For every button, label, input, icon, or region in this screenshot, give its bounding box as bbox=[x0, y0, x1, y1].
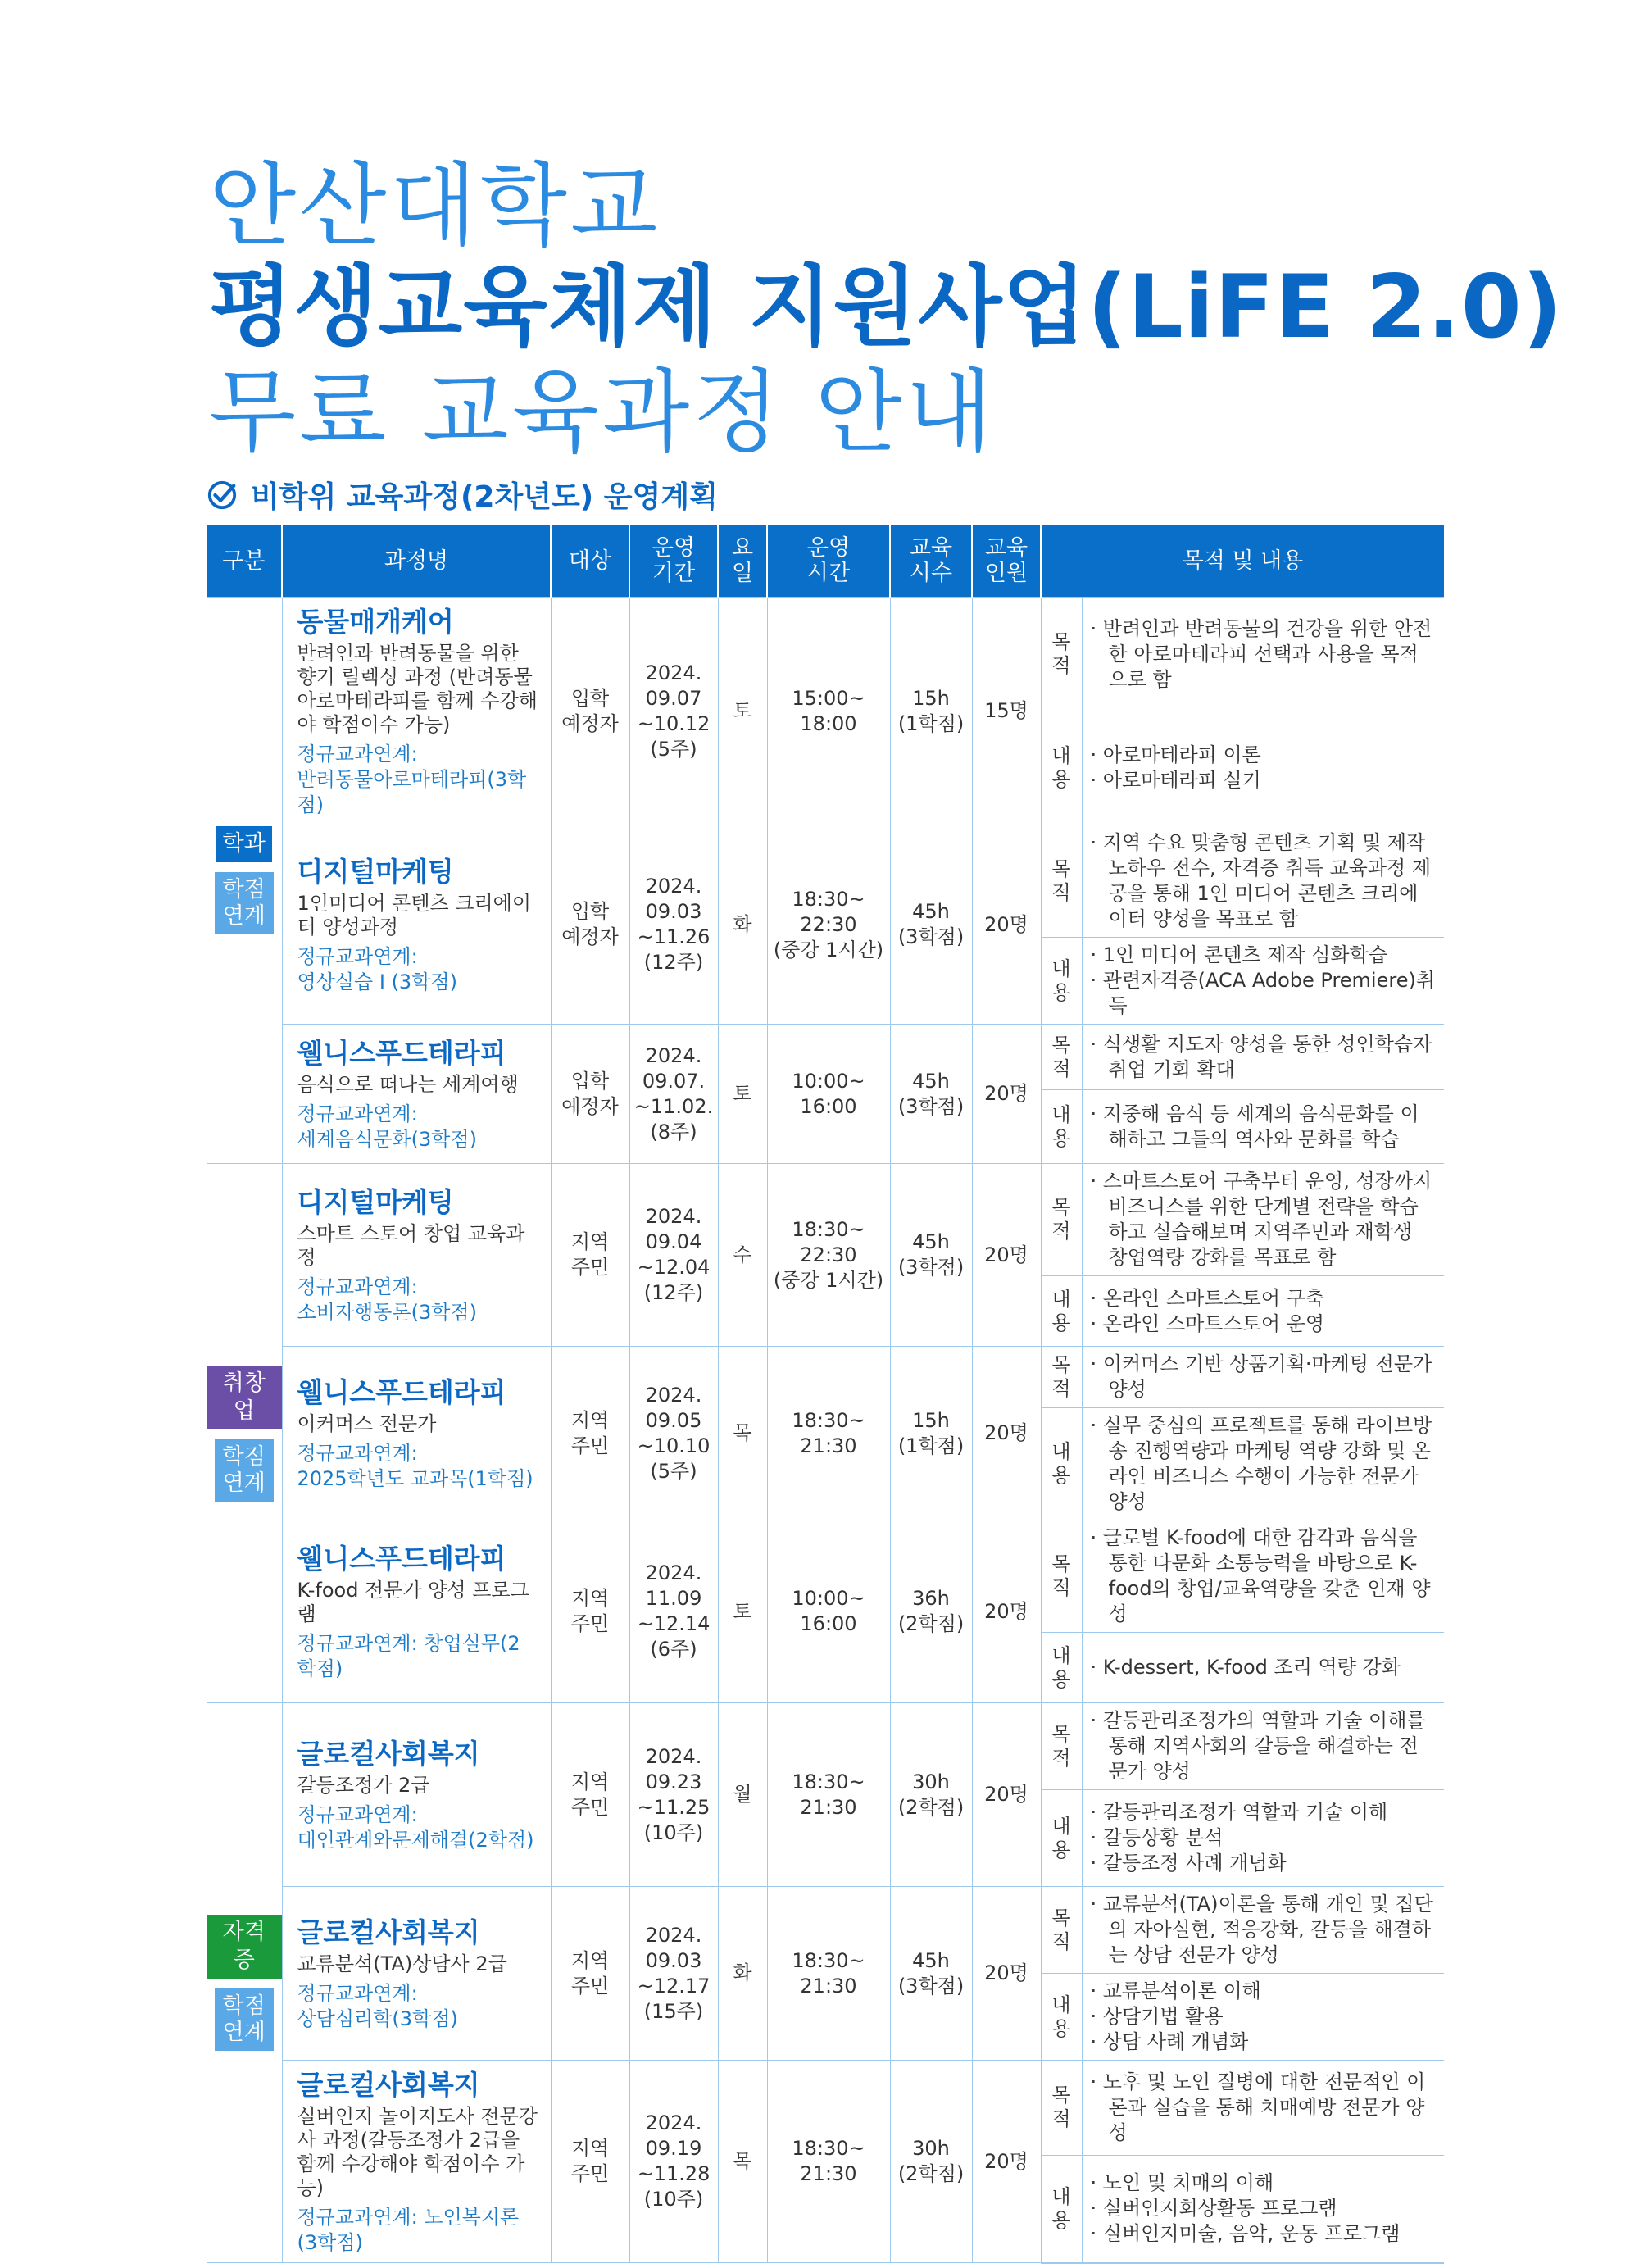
course-description: 1인미디어 콘텐츠 크리에이터 양성과정 bbox=[297, 892, 532, 939]
category-badge: 취창업 bbox=[207, 1366, 282, 1429]
table-row bbox=[207, 1347, 1444, 1408]
course-name: 글로컬사회복지 bbox=[297, 2069, 480, 2101]
purpose-text bbox=[1082, 1025, 1444, 1090]
title-line-3: 무료 교육과정 안내 bbox=[209, 360, 997, 465]
course-name: 웰니스푸드테라피 bbox=[297, 1376, 506, 1408]
purpose-item: · 교류분석(TA)이론을 통해 개인 및 집단의 자아실현, 적응강화, 갈등을 해결하는 상담 전문가 양성 bbox=[1091, 1892, 1437, 1968]
curriculum-link: 정규교과연계: 세계음식문화(3학점) bbox=[297, 1102, 477, 1151]
course-cell bbox=[282, 1520, 551, 1703]
category-badge: 학과 bbox=[216, 826, 272, 862]
check-circle-icon bbox=[207, 480, 238, 511]
people-cell: 15명 bbox=[972, 598, 1041, 825]
content-item: · 노인 및 치매의 이해 bbox=[1091, 2170, 1437, 2196]
day-cell: 목 bbox=[718, 1347, 767, 1520]
course-cell bbox=[282, 1164, 551, 1347]
course-cell bbox=[282, 1025, 551, 1164]
time-cell: 18:30~ 22:30 (중강 1시간) bbox=[767, 1164, 890, 1347]
day-cell: 토 bbox=[718, 1520, 767, 1703]
content-item: · 갈등상황 분석 bbox=[1091, 1825, 1437, 1851]
table-header bbox=[207, 525, 1444, 598]
purpose-item: · 지역 수요 맞춤형 콘텐츠 기획 및 제작 노하우 전수, 자격증 취득 교육과정 제공을 통해 1인 미디어 콘텐츠 크리에이터 양성을 목표로 함 bbox=[1091, 830, 1437, 932]
course-description: 반려인과 반려동물을 위한 향기 릴렉싱 과정 (반려동물아로마테라피를 함께 수강해야 학점이수 가능) bbox=[297, 642, 538, 736]
content-item: · 아로마테라피 이론 bbox=[1091, 743, 1437, 768]
target-cell: 지역 주민 bbox=[551, 1703, 629, 1887]
course-description: 교류분석(TA)상담사 2급 bbox=[297, 1952, 507, 1975]
category-cell bbox=[207, 598, 282, 1164]
content-item: · 1인 미디어 콘텐츠 제작 심화학습 bbox=[1091, 943, 1437, 968]
time-cell: 10:00~ 16:00 bbox=[767, 1520, 890, 1703]
curriculum-link: 정규교과연계: 창업실무(2학점) bbox=[297, 1632, 520, 1680]
purpose-label: 목 적 bbox=[1041, 1164, 1082, 1276]
curriculum-link: 정규교과연계: 소비자행동론(3학점) bbox=[297, 1275, 477, 1324]
curriculum-link: 정규교과연계: 영상실습 Ⅰ (3학점) bbox=[297, 945, 457, 993]
hours-cell: 45h (3학점) bbox=[890, 1025, 972, 1164]
time-cell: 18:30~ 21:30 bbox=[767, 1703, 890, 1887]
period-cell: 2024. 09.04 ~12.04 (12주) bbox=[629, 1164, 718, 1347]
content-label: 내 용 bbox=[1041, 938, 1082, 1025]
content-text bbox=[1082, 2155, 1444, 2262]
course-name: 글로컬사회복지 bbox=[297, 1916, 480, 1948]
day-cell: 화 bbox=[718, 1887, 767, 2061]
header-purpose: 목적 및 내용 bbox=[1041, 525, 1444, 598]
curriculum-link: 정규교과연계: 노인복지론(3학점) bbox=[297, 2206, 520, 2254]
table-row bbox=[207, 1164, 1444, 1276]
target-cell: 지역 주민 bbox=[551, 1347, 629, 1520]
course-name: 웰니스푸드테라피 bbox=[297, 1543, 506, 1575]
purpose-label: 목 적 bbox=[1041, 2061, 1082, 2156]
course-description: 이커머스 전문가 bbox=[297, 1412, 437, 1435]
content-item: · 실버인지회상활동 프로그램 bbox=[1091, 2196, 1437, 2221]
course-cell bbox=[282, 1703, 551, 1887]
content-label: 내 용 bbox=[1041, 711, 1082, 825]
course-name: 디지털마케팅 bbox=[297, 856, 454, 888]
content-item: · 온라인 스마트스토어 구축 bbox=[1091, 1286, 1437, 1311]
time-cell: 10:00~ 16:00 bbox=[767, 1025, 890, 1164]
period-cell: 2024. 09.07 ~10.12 (5주) bbox=[629, 598, 718, 825]
target-cell: 입학 예정자 bbox=[551, 825, 629, 1025]
content-label: 내 용 bbox=[1041, 2155, 1082, 2262]
period-cell: 2024. 11.09 ~12.14 (6주) bbox=[629, 1520, 718, 1703]
content-label: 내 용 bbox=[1041, 1276, 1082, 1347]
course-cell bbox=[282, 1347, 551, 1520]
time-cell: 18:30~ 21:30 bbox=[767, 2061, 890, 2263]
course-name: 글로컬사회복지 bbox=[297, 1738, 480, 1770]
course-description: 음식으로 떠나는 세계여행 bbox=[297, 1073, 519, 1096]
header-time: 운영 시간 bbox=[767, 525, 890, 598]
course-name: 웰니스푸드테라피 bbox=[297, 1037, 506, 1069]
content-text bbox=[1082, 1408, 1444, 1520]
purpose-label: 목 적 bbox=[1041, 1703, 1082, 1790]
period-cell: 2024. 09.07. ~11.02. (8주) bbox=[629, 1025, 718, 1164]
content-item: · 갈등조정 사례 개념화 bbox=[1091, 1851, 1437, 1876]
content-text bbox=[1082, 1633, 1444, 1703]
content-item: · 관련자격증(ACA Adobe Premiere)취득 bbox=[1091, 968, 1437, 1019]
course-cell bbox=[282, 1887, 551, 2061]
header-target: 대상 bbox=[551, 525, 629, 598]
course-description: 스마트 스토어 창업 교육과정 bbox=[297, 1222, 525, 1269]
day-cell: 수 bbox=[718, 1164, 767, 1347]
people-cell: 20명 bbox=[972, 2061, 1041, 2263]
content-label: 내 용 bbox=[1041, 1408, 1082, 1520]
hours-cell: 30h (2학점) bbox=[890, 2061, 972, 2263]
day-cell: 토 bbox=[718, 1025, 767, 1164]
target-cell: 지역 주민 bbox=[551, 1164, 629, 1347]
day-cell: 목 bbox=[718, 2061, 767, 2263]
title-line-1: 안산대학교 bbox=[209, 153, 661, 258]
course-name: 동물매개케어 bbox=[297, 606, 454, 638]
period-cell: 2024. 09.23 ~11.25 (10주) bbox=[629, 1703, 718, 1887]
title-line-2: 평생교육체제 지원사업(LiFE 2.0) bbox=[209, 257, 1564, 357]
purpose-item: · 글로벌 K-food에 대한 감각과 음식을 통한 다문화 소통능력을 바탕으로 K-food의 창업/교육역량을 갖춘 인재 양성 bbox=[1091, 1525, 1437, 1627]
content-item: · 지중해 음식 등 세계의 음식문화를 이해하고 그들의 역사와 문화를 학습 bbox=[1091, 1102, 1437, 1152]
course-cell bbox=[282, 598, 551, 825]
content-label: 내 용 bbox=[1041, 1974, 1082, 2061]
target-cell: 지역 주민 bbox=[551, 2061, 629, 2263]
people-cell: 20명 bbox=[972, 1887, 1041, 2061]
time-cell: 18:30~ 22:30 (중강 1시간) bbox=[767, 825, 890, 1025]
credit-link-badge: 학점 연계 bbox=[215, 1439, 274, 1502]
course-name: 디지털마케팅 bbox=[297, 1186, 454, 1218]
section-heading-text: 비학위 교육과정(2차년도) 운영계획 bbox=[251, 480, 718, 514]
hours-cell: 15h (1학점) bbox=[890, 1347, 972, 1520]
people-cell: 20명 bbox=[972, 1520, 1041, 1703]
header-period: 운영 기간 bbox=[629, 525, 718, 598]
purpose-item: · 이커머스 기반 상품기획·마케팅 전문가 양성 bbox=[1091, 1352, 1437, 1402]
content-item: · K-dessert, K-food 조리 역량 강화 bbox=[1091, 1655, 1437, 1680]
header-day: 요 일 bbox=[718, 525, 767, 598]
course-description: 실버인지 놀이지도사 전문강사 과정(갈등조정가 2급을 함께 수강해야 학점이수 가능) bbox=[297, 2105, 538, 2199]
day-cell: 월 bbox=[718, 1703, 767, 1887]
table-row bbox=[207, 1520, 1444, 1633]
purpose-text bbox=[1082, 2061, 1444, 2156]
content-text bbox=[1082, 711, 1444, 825]
content-text bbox=[1082, 1974, 1444, 2061]
course-description: 갈등조정가 2급 bbox=[297, 1774, 430, 1797]
hours-cell: 45h (3학점) bbox=[890, 1887, 972, 2061]
purpose-text bbox=[1082, 598, 1444, 711]
content-item: · 교류분석이론 이해 bbox=[1091, 1979, 1437, 2004]
category-cell bbox=[207, 1703, 282, 2263]
hours-cell: 45h (3학점) bbox=[890, 1164, 972, 1347]
course-table bbox=[207, 525, 1444, 2264]
hours-cell: 45h (3학점) bbox=[890, 825, 972, 1025]
target-cell: 입학 예정자 bbox=[551, 598, 629, 825]
credit-link-badge: 학점 연계 bbox=[215, 1988, 274, 2051]
purpose-item: · 반려인과 반려동물의 건강을 위한 안전한 아로마테라피 선택과 사용을 목적으로 함 bbox=[1091, 616, 1437, 693]
day-cell: 토 bbox=[718, 598, 767, 825]
table-row bbox=[207, 825, 1444, 938]
category-badge: 자격증 bbox=[207, 1915, 282, 1979]
category-cell bbox=[207, 1164, 282, 1703]
content-item: · 상담 사례 개념화 bbox=[1091, 2029, 1437, 2055]
target-cell: 지역 주민 bbox=[551, 1887, 629, 2061]
content-item: · 온라인 스마트스토어 운영 bbox=[1091, 1311, 1437, 1337]
content-text bbox=[1082, 1090, 1444, 1164]
content-text bbox=[1082, 938, 1444, 1025]
header-hours: 교육 시수 bbox=[890, 525, 972, 598]
course-description: K-food 전문가 양성 프로그램 bbox=[297, 1579, 529, 1625]
header-course: 과정명 bbox=[282, 525, 551, 598]
hours-cell: 36h (2학점) bbox=[890, 1520, 972, 1703]
purpose-label: 목 적 bbox=[1041, 1520, 1082, 1633]
purpose-text bbox=[1082, 1887, 1444, 1974]
period-cell: 2024. 09.19 ~11.28 (10주) bbox=[629, 2061, 718, 2263]
purpose-label: 목 적 bbox=[1041, 1887, 1082, 1974]
purpose-item: · 노후 및 노인 질병에 대한 전문적인 이론과 실습을 통해 치매예방 전문가 양성 bbox=[1091, 2070, 1437, 2146]
section-heading bbox=[207, 474, 718, 516]
purpose-text bbox=[1082, 1347, 1444, 1408]
target-cell: 지역 주민 bbox=[551, 1520, 629, 1703]
content-label: 내 용 bbox=[1041, 1090, 1082, 1164]
purpose-text bbox=[1082, 825, 1444, 938]
people-cell: 20명 bbox=[972, 1164, 1041, 1347]
purpose-item: · 갈등관리조정가의 역할과 기술 이해를 통해 지역사회의 갈등을 해결하는 전문가 양성 bbox=[1091, 1708, 1437, 1784]
people-cell: 20명 bbox=[972, 1347, 1041, 1520]
hours-cell: 15h (1학점) bbox=[890, 598, 972, 825]
table-row bbox=[207, 2061, 1444, 2156]
period-cell: 2024. 09.03 ~11.26 (12주) bbox=[629, 825, 718, 1025]
course-cell bbox=[282, 2061, 551, 2263]
purpose-item: · 식생활 지도자 양성을 통한 성인학습자 취업 기회 확대 bbox=[1091, 1032, 1437, 1083]
purpose-label: 목 적 bbox=[1041, 825, 1082, 938]
time-cell: 18:30~ 21:30 bbox=[767, 1887, 890, 2061]
table-row bbox=[207, 1703, 1444, 1790]
title-block bbox=[209, 153, 1564, 465]
purpose-label: 목 적 bbox=[1041, 1347, 1082, 1408]
people-cell: 20명 bbox=[972, 1025, 1041, 1164]
period-cell: 2024. 09.05 ~10.10 (5주) bbox=[629, 1347, 718, 1520]
purpose-text bbox=[1082, 1520, 1444, 1633]
course-cell bbox=[282, 825, 551, 1025]
table-row bbox=[207, 1887, 1444, 1974]
header-category: 구분 bbox=[207, 525, 282, 598]
hours-cell: 30h (2학점) bbox=[890, 1703, 972, 1887]
day-cell: 화 bbox=[718, 825, 767, 1025]
curriculum-link: 정규교과연계: 대인관계와문제해결(2학점) bbox=[297, 1803, 534, 1852]
time-cell: 18:30~ 21:30 bbox=[767, 1347, 890, 1520]
content-label: 내 용 bbox=[1041, 1790, 1082, 1887]
content-item: · 실무 중심의 프로젝트를 통해 라이브방송 진행역량과 마케팅 역량 강화 및 온라인 비즈니스 수행이 가능한 전문가 양성 bbox=[1091, 1413, 1437, 1515]
content-label: 내 용 bbox=[1041, 1633, 1082, 1703]
purpose-text bbox=[1082, 1164, 1444, 1276]
people-cell: 20명 bbox=[972, 1703, 1041, 1887]
purpose-label: 목 적 bbox=[1041, 598, 1082, 711]
credit-link-badge: 학점 연계 bbox=[215, 872, 274, 934]
content-item: · 아로마테라피 실기 bbox=[1091, 768, 1437, 793]
people-cell: 20명 bbox=[972, 825, 1041, 1025]
table-row bbox=[207, 1025, 1444, 1090]
curriculum-link: 정규교과연계: 2025학년도 교과목(1학점) bbox=[297, 1442, 533, 1490]
content-text bbox=[1082, 1790, 1444, 1887]
purpose-item: · 스마트스토어 구축부터 운영, 성장까지 비즈니스를 위한 단계별 전략을 학습하고 실습해보며 지역주민과 재학생 창업역량 강화를 목표로 함 bbox=[1091, 1169, 1437, 1270]
purpose-label: 목 적 bbox=[1041, 1025, 1082, 1090]
purpose-text bbox=[1082, 1703, 1444, 1790]
content-item: · 갈등관리조정가 역할과 기술 이해 bbox=[1091, 1800, 1437, 1825]
time-cell: 15:00~ 18:00 bbox=[767, 598, 890, 825]
curriculum-link: 정규교과연계: 상담심리학(3학점) bbox=[297, 1982, 458, 2030]
period-cell: 2024. 09.03 ~12.17 (15주) bbox=[629, 1887, 718, 2061]
header-people: 교육 인원 bbox=[972, 525, 1041, 598]
target-cell: 입학 예정자 bbox=[551, 1025, 629, 1164]
content-item: · 상담기법 활용 bbox=[1091, 2004, 1437, 2029]
content-item: · 실버인지미술, 음악, 운동 프로그램 bbox=[1091, 2221, 1437, 2247]
curriculum-link: 정규교과연계: 반려동물아로마테라피(3학점) bbox=[297, 743, 527, 816]
table-row bbox=[207, 598, 1444, 711]
content-text bbox=[1082, 1276, 1444, 1347]
